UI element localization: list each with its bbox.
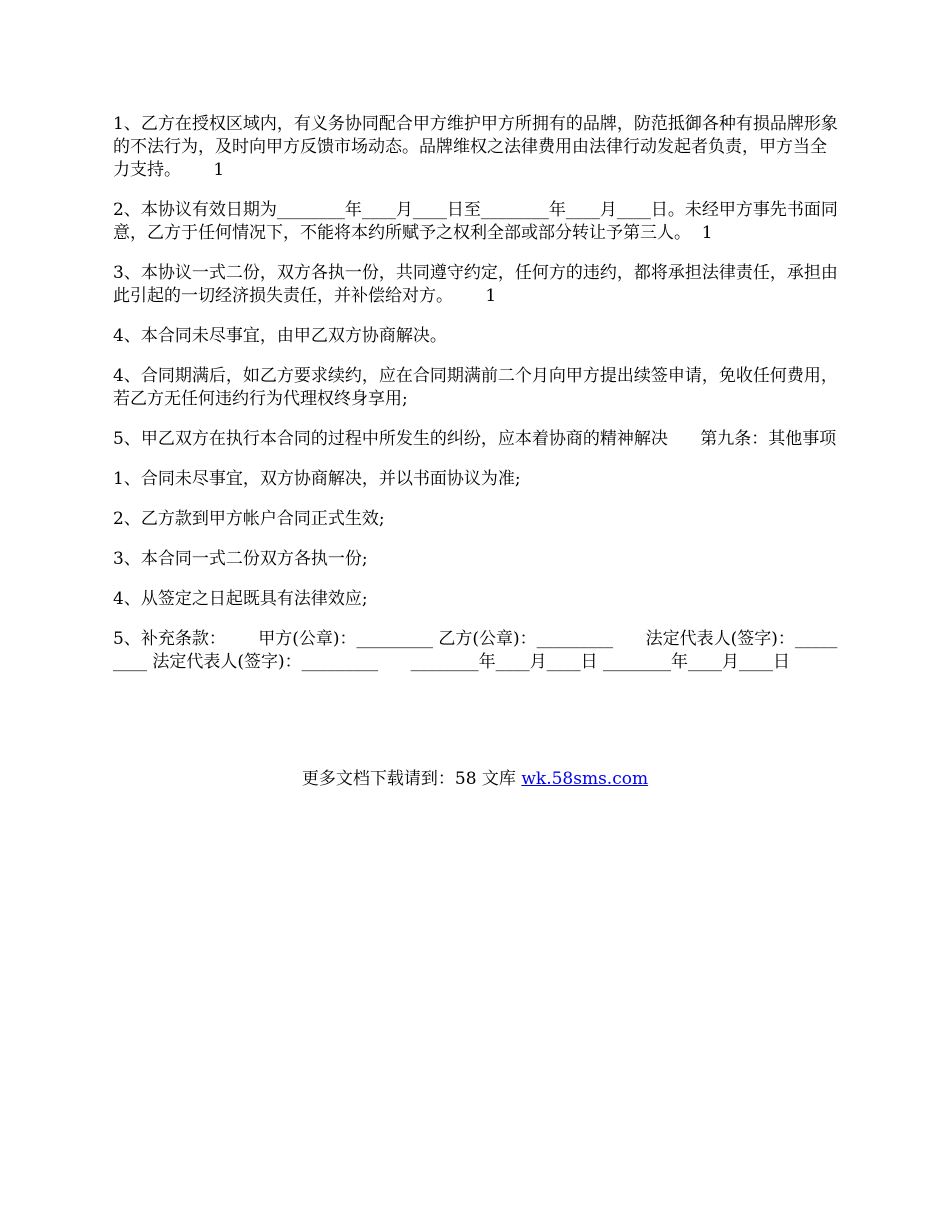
clause-paragraph: 1、乙方在授权区域内，有义务协同配合甲方维护甲方所拥有的品牌，防范抵御各种有损品牌形象的不法行为，及时向甲方反馈市场动态。品牌维权之法律费用由法律行动发起者负责，甲方当全力支持。 1 (113, 114, 838, 180)
download-footer (0, 768, 950, 791)
clause-paragraph: 4、本合同未尽事宜，由甲乙双方协商解决。 (113, 326, 447, 346)
clause-paragraph: 4、从签定之日起既具有法律效应; (113, 589, 368, 609)
clause-paragraph: 3、本协议一式二份，双方各执一份，共同遵守约定，任何方的违约，都将承担法律责任，承担由此引起的一切经济损失责任，并补偿给对方。 1 (113, 263, 838, 306)
clause-paragraph: 1、合同未尽事宜，双方协商解决，并以书面协议为准; (113, 469, 521, 489)
document-body (113, 113, 841, 691)
clause-paragraph: 5、甲乙双方在执行本合同的过程中所发生的纠纷，应本着协商的精神解决 第九条：其他事项 (113, 429, 837, 449)
clause-paragraph: 4、合同期满后，如乙方要求续约，应在合同期满前二个月向甲方提出续签申请，免收任何费用，若乙方无任何违约行为代理权终身享用; (113, 366, 838, 409)
footer-text: 更多文档下载请到：58 文库 (301, 769, 522, 789)
signature-paragraph: 5、补充条款： 甲方(公章)：_________ 乙方(公章)：_________ 法定代表人(签字)：_________ 法定代表人(签字)：_________ ________年____月____日 ________年____月____日 (113, 629, 838, 672)
clause-paragraph: 2、本协议有效日期为________年____月____日至________年____月____日。未经甲方事先书面同意，乙方于任何情况下，不能将本约所赋予之权利全部或部分转让予第三人。 1 (113, 200, 838, 243)
clause-paragraph: 2、乙方款到甲方帐户合同正式生效; (113, 509, 385, 529)
footer-link[interactable]: wk.58sms.com (521, 769, 649, 789)
clause-paragraph: 3、本合同一式二份双方各执一份; (113, 549, 368, 569)
